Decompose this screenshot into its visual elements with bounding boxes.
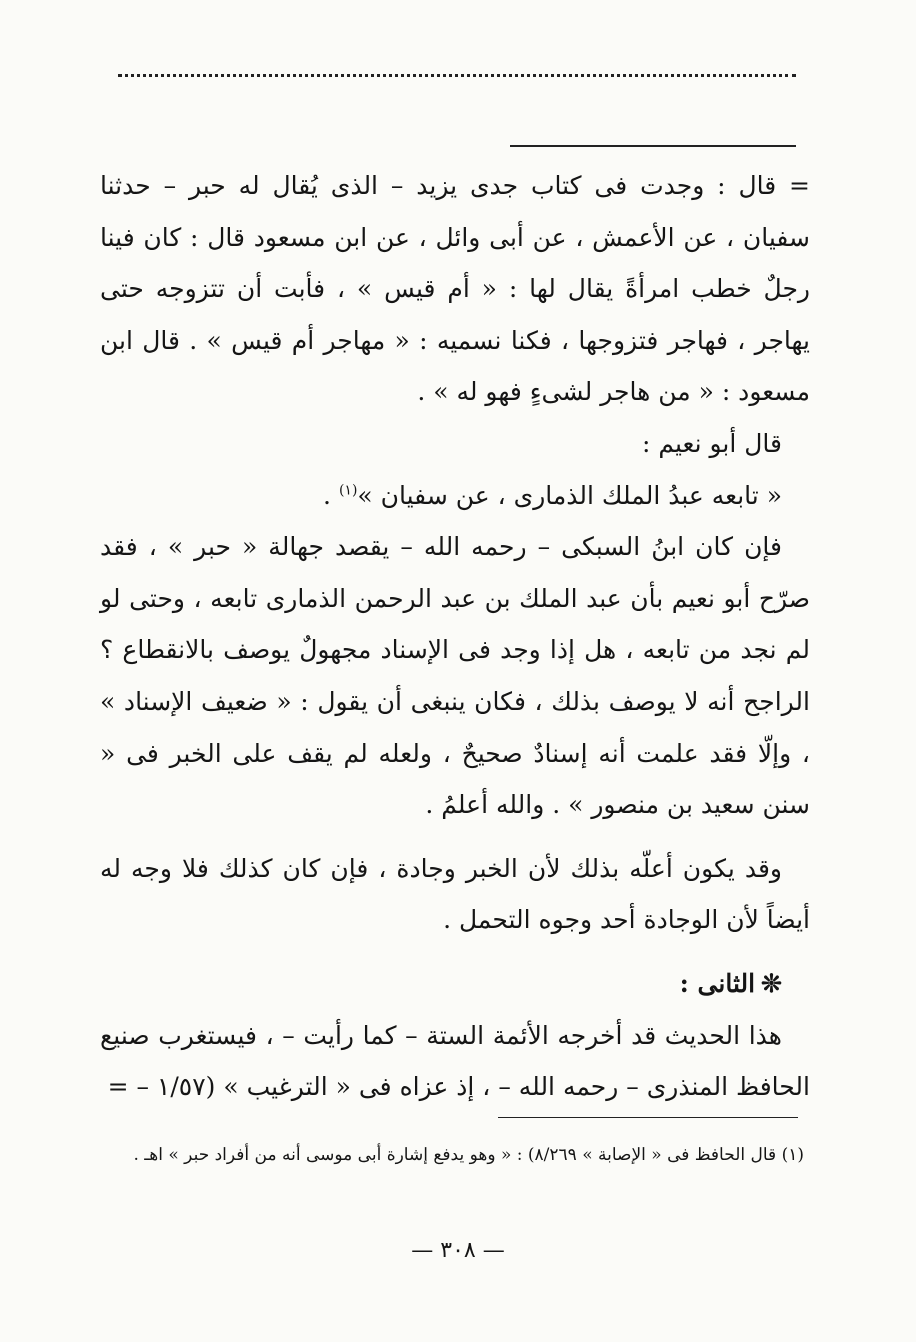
section-heading <box>100 958 810 1010</box>
footnote-marker: (١) <box>338 482 358 499</box>
top-rule <box>510 145 796 147</box>
main-text <box>100 160 810 1113</box>
footnote-text: (١) قال الحافظ فى « الإصابة » ٨/٢٦٩) : « وهو يدفع إشارة أبى موسى أنه من أفراد حبر » اهـ . <box>133 1145 804 1165</box>
paragraph-hadith: = قال : وجدت فى كتاب جدى يزيد – الذى يُقال له حبر – حدثنا سفيان ، عن الأعمش ، عن أبى وائل ، عن ابن مسعود قال : كان فينا رجلٌ خطب امرأةً يقال لها : « أم قيس » ، فأبت أن تتزوجه حتى يهاجر ، فهاجر فتزوجها ، فكنا نسميه : « مهاجر أم قيس » . قال ابن مسعود : « من هاجر لشىءٍ فهو له » . <box>100 171 810 407</box>
paragraph-second: هذا الحديث قد أخرجه الأئمة الستة – كما رأيت – ، فيستغرب صنيع الحافظ المنذرى – رحمه الله – ، إذ عزاه فى « الترغيب » (١/٥٧ – = <box>100 1020 810 1102</box>
paragraph-mutabaa <box>100 470 810 522</box>
footnote-rule <box>498 1117 798 1118</box>
paragraph-wijada: وقد يكون أعلّه بذلك لأن الخبر وجادة ، فإن كان كذلك فلا وجه له أيضاً لأن الوجادة أحد وجوه التحمل . <box>100 853 810 935</box>
page-number: — ٣٠٨ — <box>411 1238 505 1263</box>
star-icon: ❊ <box>761 968 782 998</box>
mutabaa-end: . <box>323 480 339 510</box>
paragraph-abu-nuaim: قال أبو نعيم : <box>641 428 782 458</box>
paragraph-discussion: فإن كان ابنُ السبكى – رحمه الله – يقصد جهالة « حبر » ، فقد صرّح أبو نعيم بأن عبد الملك بن عبد الرحمن الذمارى تابعه ، وحتى لو لم نجد من تابعه ، هل إذا وجد فى الإسناد مجهولٌ يوصف بالانقطاع ؟ الراجح أنه لا يوصف بذلك ، فكان ينبغى أن يقول : « ضعيف الإسناد » ، وإلّا فقد علمت أنه إسنادٌ صحيحٌ ، ولعله لم يقف على الخبر فى « سنن سعيد بن منصور » . والله أعلمُ . <box>100 532 810 820</box>
dotted-separator <box>118 74 796 77</box>
heading-text: الثانى : <box>679 968 756 998</box>
footnote <box>100 1134 804 1177</box>
mutabaa-text: « تابعه عبدُ الملك الذمارى ، عن سفيان » <box>357 480 782 510</box>
